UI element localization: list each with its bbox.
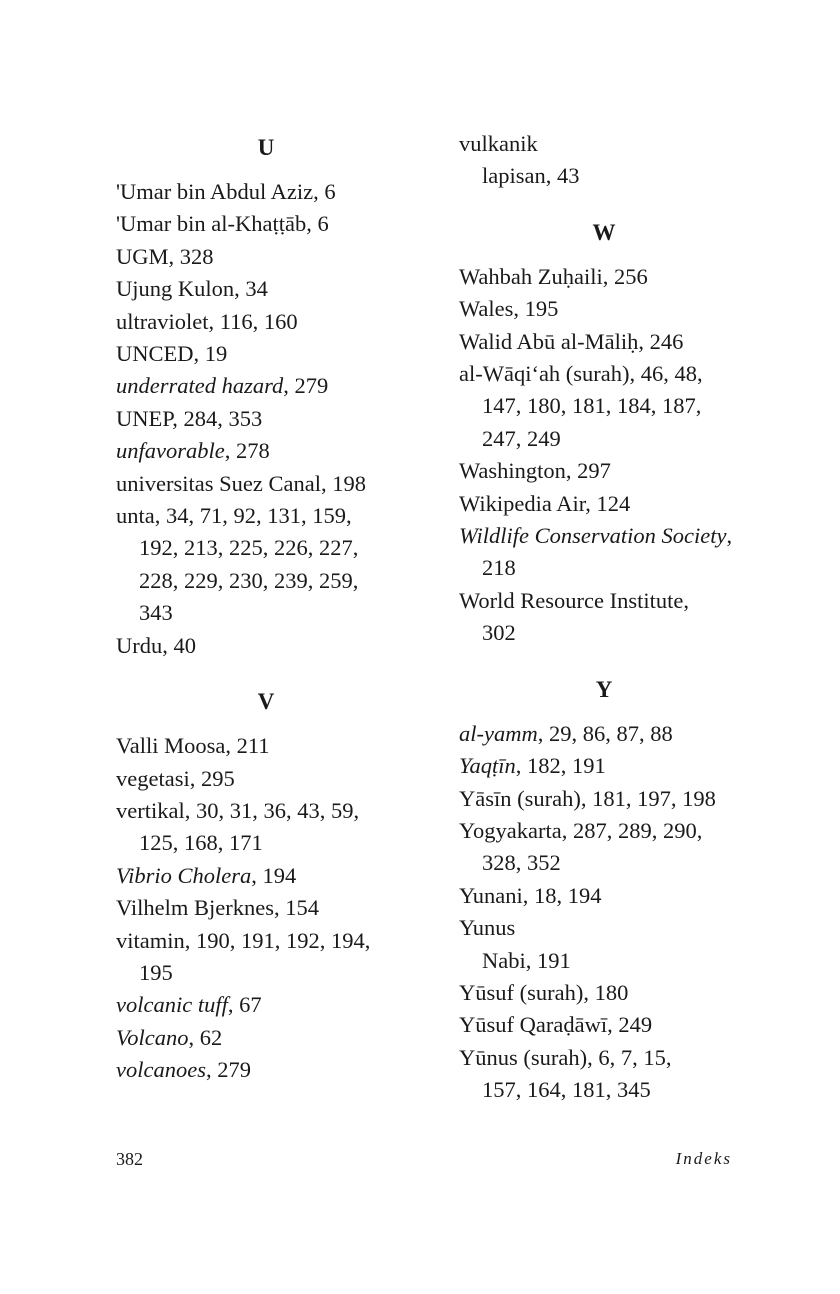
index-entry-line: Valli Moosa, 211 xyxy=(116,733,270,759)
index-entry-continuation: 195 xyxy=(139,959,173,985)
index-entry xyxy=(459,880,749,912)
section-letter: U xyxy=(257,135,275,160)
index-entry xyxy=(116,1022,416,1054)
section-letter: Y xyxy=(595,676,613,702)
index-entry xyxy=(116,730,416,762)
index-entry xyxy=(459,750,749,782)
index-entry-line: universitas Suez Canal, 198 xyxy=(116,470,366,496)
section-gap xyxy=(116,662,416,682)
index-entry-line xyxy=(116,1022,416,1054)
section-letter: V xyxy=(257,689,275,715)
page-refs: , xyxy=(726,523,733,549)
index-entry-continuation: 157, 164, 181, 345 xyxy=(482,1077,651,1103)
index-entry-line: 'Umar bin Abdul Aziz, 6 xyxy=(116,179,336,204)
index-entry-line: Wikipedia Air, 124 xyxy=(459,490,631,516)
page-refs: , 279 xyxy=(283,373,329,399)
index-entry-line: vegetasi, 295 xyxy=(116,765,235,791)
index-entry xyxy=(116,176,416,208)
index-entry-line: Yūnus (surah), 6, 7, 15, xyxy=(459,1044,672,1070)
index-entry xyxy=(116,1054,416,1086)
index-entry-line: Wales, 195 xyxy=(459,296,559,322)
italic-term: volcanoes xyxy=(116,1057,206,1083)
index-entry-line: Yūsuf (surah), 180 xyxy=(459,979,629,1005)
index-entry xyxy=(459,977,749,1009)
index-entry-line: vitamin, 190, 191, 192, 194, xyxy=(116,927,371,953)
index-entry-line: ultraviolet, 116, 160 xyxy=(116,308,298,334)
italic-term: unfavorable xyxy=(116,438,225,464)
index-entry xyxy=(116,208,416,240)
index-entry xyxy=(459,455,749,487)
index-entry xyxy=(459,1042,749,1107)
page-refs: , 182, 191 xyxy=(515,753,606,779)
index-entry-line: Vilhelm Bjerknes, 154 xyxy=(116,895,319,921)
index-entry-line: Yogyakarta, 287, 289, 290, xyxy=(459,817,703,843)
italic-term: Volcano xyxy=(116,1024,189,1050)
index-entry xyxy=(459,718,749,750)
index-entry xyxy=(116,435,416,467)
index-entry-line: Walid Abū al-Māliḥ, 246 xyxy=(459,328,684,354)
section-letter: W xyxy=(592,219,616,245)
index-entry-continuation: 343 xyxy=(139,600,173,626)
index-entry-line: Yūsuf Qaraḍāwī, 249 xyxy=(459,1012,653,1038)
italic-term: Vibrio Cholera xyxy=(116,862,252,888)
page-number: 382 xyxy=(116,1149,143,1169)
running-head: Indeks xyxy=(675,1149,732,1168)
index-entry xyxy=(116,925,416,990)
index-entry-continuation: 192, 213, 225, 226, 227, xyxy=(139,535,359,561)
index-entry xyxy=(459,293,749,325)
index-entry xyxy=(459,815,749,880)
index-entry-continuation: Nabi, 191 xyxy=(482,947,571,973)
index-column-right xyxy=(459,128,749,1107)
index-entry xyxy=(116,892,416,924)
index-entry-line: Washington, 297 xyxy=(459,458,611,484)
index-entry-line: Yāsīn (surah), 181, 197, 198 xyxy=(459,785,716,811)
page-refs: , 278 xyxy=(224,438,270,464)
index-entry-line: vulkanik xyxy=(459,131,538,156)
page-refs: , 62 xyxy=(188,1024,223,1050)
page-refs: , 279 xyxy=(205,1057,251,1083)
index-entry xyxy=(116,763,416,795)
index-entry-line: al-Wāqi‘ah (surah), 46, 48, xyxy=(459,361,703,387)
index-entry-continuation: 228, 229, 230, 239, 259, xyxy=(139,567,359,593)
italic-term: underrated hazard xyxy=(116,373,284,399)
index-entry xyxy=(116,306,416,338)
index-entry xyxy=(116,403,416,435)
index-entry xyxy=(116,630,416,662)
index-entry xyxy=(459,488,749,520)
index-entry-line: Yunani, 18, 194 xyxy=(459,882,602,908)
index-entry-line: UNCED, 19 xyxy=(116,341,228,367)
index-entry-continuation: 147, 180, 181, 184, 187, xyxy=(482,393,702,419)
italic-term: volcanic tuff xyxy=(116,992,228,1018)
index-entry xyxy=(116,989,416,1021)
section-gap xyxy=(459,650,749,670)
index-entry xyxy=(459,912,749,977)
page-refs: , 29, 86, 87, 88 xyxy=(537,720,673,746)
index-entry-line: Yunus xyxy=(459,915,516,941)
index-entry xyxy=(116,370,416,402)
page-refs: , 67 xyxy=(227,992,262,1018)
index-entry-line xyxy=(116,989,416,1021)
index-entry-line: Wahbah Zuḥaili, 256 xyxy=(459,263,648,289)
index-entry xyxy=(459,326,749,358)
index-entry-line: Ujung Kulon, 34 xyxy=(116,276,268,302)
index-entry-line xyxy=(116,435,416,467)
index-entry xyxy=(116,241,416,273)
index-entry-continuation: lapisan, 43 xyxy=(482,163,580,189)
index-entry-line: 'Umar bin al-Khaṭṭāb, 6 xyxy=(116,211,329,237)
index-entry xyxy=(459,585,749,650)
index-entry xyxy=(459,783,749,815)
index-entry-line: unta, 34, 71, 92, 131, 159, xyxy=(116,503,352,529)
index-entry xyxy=(116,860,416,892)
page-refs: , 194 xyxy=(251,862,297,888)
index-entry-line: World Resource Institute, xyxy=(459,587,690,613)
index-entry xyxy=(116,468,416,500)
index-entry-line xyxy=(459,750,749,782)
index-entry-line: UGM, 328 xyxy=(116,243,214,269)
index-entry xyxy=(459,358,749,455)
index-entry-line xyxy=(116,1054,416,1086)
index-entry-continuation: 218 xyxy=(482,555,516,581)
index-entry-line xyxy=(116,370,416,402)
index-entry-continuation: 302 xyxy=(482,620,516,646)
index-entry xyxy=(116,500,416,630)
index-entry xyxy=(459,1009,749,1041)
index-entry-line: vertikal, 30, 31, 36, 43, 59, xyxy=(116,797,360,823)
index-entry xyxy=(459,520,749,585)
index-entry-line xyxy=(459,520,749,552)
index-entry-line xyxy=(116,860,416,892)
index-entry-line: UNEP, 284, 353 xyxy=(116,405,263,431)
index-entry-line: Urdu, 40 xyxy=(116,632,196,658)
index-entry xyxy=(459,128,749,193)
index-entry-continuation: 125, 168, 171 xyxy=(139,830,263,856)
italic-term: Wildlife Conservation Society xyxy=(459,523,727,549)
index-entry-continuation: 247, 249 xyxy=(482,425,561,451)
italic-term: Yaqṭīn xyxy=(459,753,516,779)
index-entry-continuation: 328, 352 xyxy=(482,850,561,876)
index-entry xyxy=(116,273,416,305)
index-column-left xyxy=(116,128,416,1087)
italic-term: al-yamm xyxy=(459,720,538,746)
section-gap xyxy=(459,193,749,213)
index-entry-line xyxy=(459,718,749,750)
index-entry xyxy=(459,261,749,293)
index-entry xyxy=(116,795,416,860)
index-entry xyxy=(116,338,416,370)
